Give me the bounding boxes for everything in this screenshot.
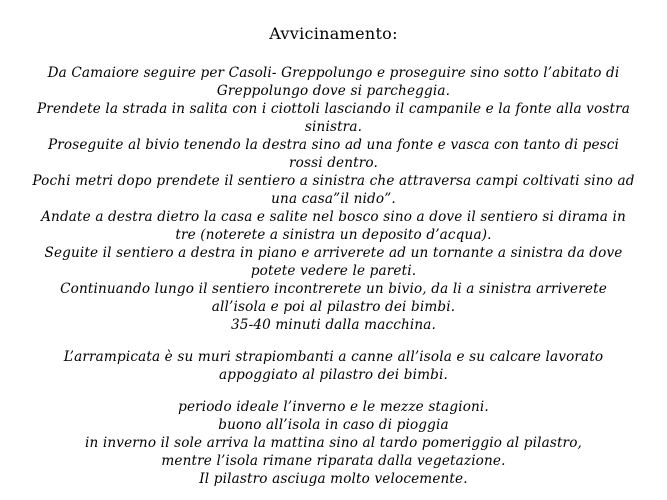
season-line: mentre l’isola rimane riparata dalla vegetazione. xyxy=(161,453,506,469)
approach-line: Greppolungo dove si parcheggia. xyxy=(216,83,451,99)
page-title: Avvicinamento: xyxy=(269,24,398,43)
approach-line: Prendete la strada in salita con i ciottoli lasciando il campanile e la fonte alla vostra xyxy=(37,101,630,117)
approach-time: 35-40 minuti dalla macchina. xyxy=(230,317,437,333)
approach-line: Proseguite al bivio tenendo la destra sino ad una fonte e vasca con tanto di pesci xyxy=(47,137,620,153)
approach-line: potete vedere le pareti. xyxy=(250,263,417,279)
climbing-line: L’arrampicata è su muri strapiombanti a canne all’isola e su calcare lavorato xyxy=(63,349,604,365)
climbing-line: appoggiato al pilastro dei bimbi. xyxy=(219,367,448,383)
approach-line: una casa”il nido”. xyxy=(271,191,396,207)
approach-line: Seguite il sentiero a destra in piano e arriverete ad un tornante a sinistra da dove xyxy=(44,245,623,261)
approach-line: rossi dentro. xyxy=(289,155,378,171)
approach-line: Pochi metri dopo prendete il sentiero a sinistra che attraversa campi coltivati sino ad xyxy=(32,173,635,189)
approach-line: Andate a destra dietro la casa e salite nel bosco sino a dove il sentiero si dirama in xyxy=(41,209,626,225)
season-line: buono all’isola in caso di pioggia xyxy=(218,417,449,433)
approach-line: Continuando lungo il sentiero incontrerete un bivio, da li a sinistra arriverete xyxy=(60,281,607,297)
approach-line: Da Camaiore seguire per Casoli- Greppolungo e proseguire sino sotto l’abitato di xyxy=(47,65,620,81)
approach-line: tre (noterete a sinistra un deposito d’acqua). xyxy=(175,227,492,243)
approach-line: all’isola e poi al pilastro dei bimbi. xyxy=(211,299,456,315)
season-line: periodo ideale l’inverno e le mezze stagioni. xyxy=(178,399,489,415)
approach-line: sinistra. xyxy=(304,119,363,135)
season-line: in inverno il sole arriva la mattina sino al tardo pomeriggio al pilastro, xyxy=(84,435,583,451)
season-line: Il pilastro asciuga molto velocemente. xyxy=(199,471,468,487)
